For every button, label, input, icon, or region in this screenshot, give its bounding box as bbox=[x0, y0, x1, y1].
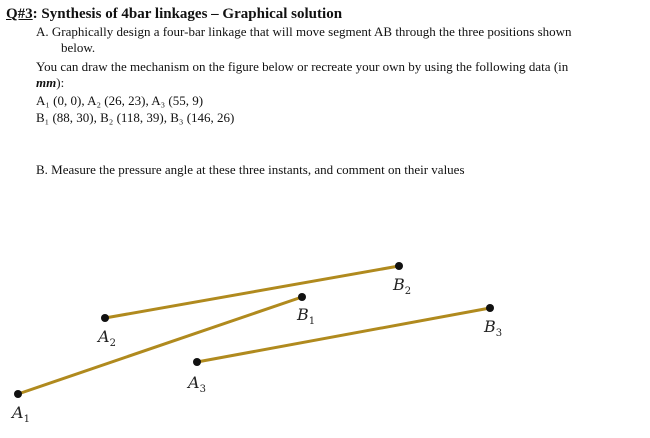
part-b-text: B. Measure the pressure angle at these three instants, and comment on their values bbox=[36, 162, 465, 177]
part-a-line-1: A. Graphically design a four-bar linkage that will move segment AB through the three positions shown bbox=[36, 24, 572, 39]
part-a-line-2: below. bbox=[61, 40, 96, 55]
unit-mm: mm bbox=[36, 75, 57, 90]
data-b-points: B₁ (88, 30), B₂ (118, 39), B₃ (146, 26) bbox=[36, 110, 235, 125]
point-a3 bbox=[193, 358, 201, 366]
label-a3: $A_3$ bbox=[188, 373, 206, 395]
segment-a3-b3 bbox=[197, 308, 490, 362]
data-a-points: A₁ (0, 0), A₂ (26, 23), A₃ (55, 9) bbox=[36, 93, 204, 108]
label-a1: $A_1$ bbox=[12, 403, 30, 425]
segment-a1-b1 bbox=[18, 297, 302, 394]
label-b3: $B_3$ bbox=[484, 317, 503, 339]
part-a-line-3: You can draw the mechanism on the figure below or recreate your own by using the following data (in bbox=[36, 59, 569, 74]
label-b2: $B_2$ bbox=[393, 275, 412, 297]
point-a2 bbox=[101, 314, 109, 322]
segment-a2-b2 bbox=[105, 266, 399, 318]
question-title-text: : Synthesis of 4bar linkages – Graphical solution bbox=[32, 6, 343, 22]
question-number: Q#3 bbox=[6, 6, 33, 22]
unit-close: ): bbox=[56, 75, 65, 90]
point-b1 bbox=[298, 293, 306, 301]
point-a1 bbox=[14, 390, 22, 398]
label-a2: $A_2$ bbox=[98, 327, 116, 349]
point-b3 bbox=[486, 304, 494, 312]
point-b2 bbox=[395, 262, 403, 270]
label-b1: $B_1$ bbox=[297, 305, 316, 327]
